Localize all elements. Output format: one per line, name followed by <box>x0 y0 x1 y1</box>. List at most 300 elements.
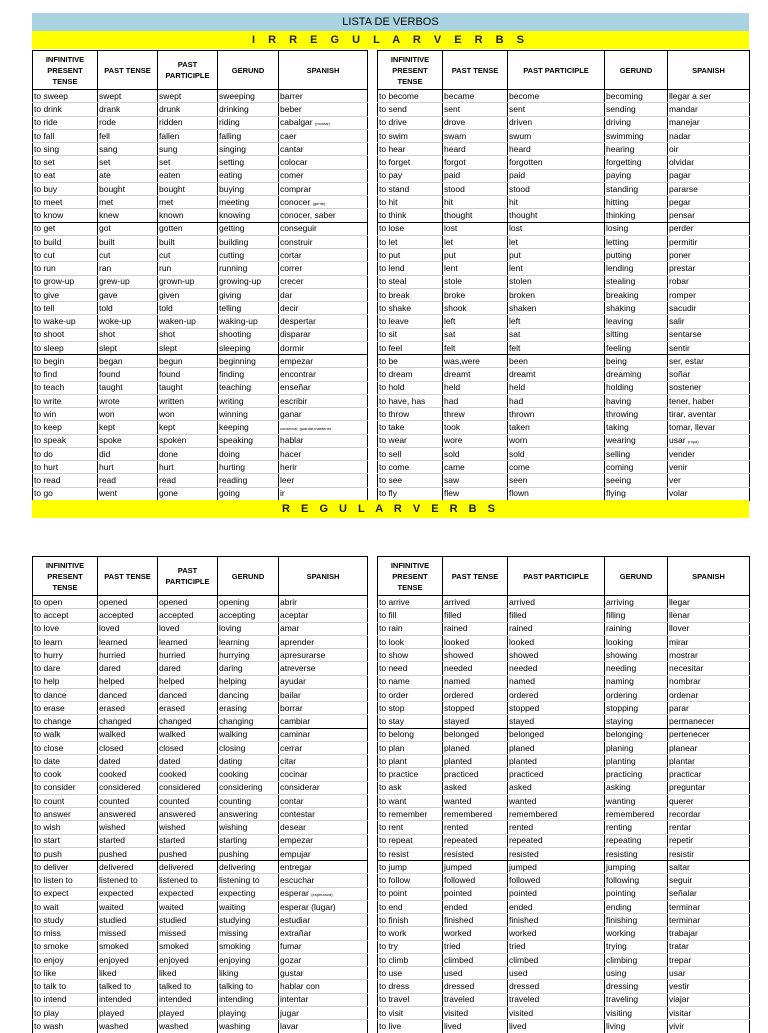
past-participle-cell: eaten <box>158 169 218 182</box>
gerund-cell: trying <box>605 940 668 953</box>
gerund-cell: coming <box>605 461 668 474</box>
spanish-cell <box>279 993 368 1006</box>
spanish-cell <box>668 315 750 328</box>
past-tense-cell: hurried <box>98 649 158 662</box>
verb-row <box>33 914 368 927</box>
spanish-text: bailar <box>280 689 301 700</box>
spanish-cell <box>279 355 368 368</box>
infinitive-cell: to take <box>378 421 443 434</box>
past-participle-cell: delivered <box>158 861 218 874</box>
past-participle-cell: ordered <box>508 688 605 701</box>
infinitive-cell: to rent <box>378 821 443 834</box>
verb-row <box>33 953 368 966</box>
spanish-cell <box>279 622 368 635</box>
infinitive-cell: to teach <box>33 381 98 394</box>
past-participle-cell: stayed <box>508 715 605 728</box>
gerund-cell: arriving <box>605 596 668 609</box>
verb-row <box>33 940 368 953</box>
gerund-cell: enjoying <box>218 953 279 966</box>
header-spanish: SPANISH <box>668 557 750 596</box>
past-participle-cell: jumped <box>508 861 605 874</box>
gerund-cell: talking to <box>218 980 279 993</box>
past-tense-cell: told <box>98 302 158 315</box>
header-spanish: SPANISH <box>279 557 368 596</box>
infinitive-cell: to eat <box>33 169 98 182</box>
verb-row <box>33 808 368 821</box>
spanish-cell <box>668 649 750 662</box>
infinitive-cell: to follow <box>378 874 443 887</box>
infinitive-cell: to smoke <box>33 940 98 953</box>
past-participle-cell: wanted <box>508 794 605 807</box>
spanish-text: tener, haber <box>669 395 715 406</box>
spanish-text: visitar <box>669 1007 692 1018</box>
spanish-cell <box>279 715 368 728</box>
past-participle-cell: sung <box>158 143 218 156</box>
infinitive-cell: to listen to <box>33 874 98 887</box>
past-participle-cell: showed <box>508 649 605 662</box>
spanish-text: mirar <box>669 636 689 647</box>
spanish-cell <box>279 967 368 980</box>
gerund-cell: standing <box>605 182 668 195</box>
spanish-text: ir <box>280 488 285 499</box>
spanish-text: necesitar <box>669 663 704 674</box>
gerund-cell: ordering <box>605 688 668 701</box>
past-tense-cell: answered <box>98 808 158 821</box>
infinitive-cell: to get <box>33 222 98 235</box>
past-tense-cell: went <box>98 487 158 500</box>
spanish-cell <box>279 953 368 966</box>
infinitive-cell: to practice <box>378 768 443 781</box>
past-tense-cell: jumped <box>443 861 508 874</box>
past-tense-cell: sent <box>443 103 508 116</box>
spanish-cell <box>668 103 750 116</box>
spanish-text: conocer <box>280 196 311 207</box>
infinitive-cell: to dance <box>33 688 98 701</box>
gerund-cell: putting <box>605 249 668 262</box>
spanish-text: caminar <box>280 729 311 740</box>
infinitive-cell: to wash <box>33 1020 98 1033</box>
verb-row <box>378 768 750 781</box>
infinitive-cell: to belong <box>378 728 443 741</box>
gerund-cell: closing <box>218 741 279 754</box>
spanish-cell <box>668 609 750 622</box>
past-participle-cell: dressed <box>508 980 605 993</box>
verb-row <box>33 768 368 781</box>
past-participle-cell: washed <box>158 1020 218 1033</box>
spanish-cell <box>668 235 750 248</box>
past-participle-cell: traveled <box>508 993 605 1006</box>
spanish-cell <box>279 940 368 953</box>
past-participle-cell: belonged <box>508 728 605 741</box>
past-participle-cell: loved <box>158 622 218 635</box>
gerund-cell: naming <box>605 675 668 688</box>
verb-row <box>378 394 750 407</box>
gerund-cell: dancing <box>218 688 279 701</box>
gerund-cell: getting <box>218 222 279 235</box>
verb-row <box>378 156 750 169</box>
spanish-text: llegar a ser <box>669 90 712 101</box>
gerund-cell: daring <box>218 662 279 675</box>
past-participle-cell: stolen <box>508 275 605 288</box>
past-participle-cell: grown-up <box>158 275 218 288</box>
spanish-text: despertar <box>280 316 316 327</box>
past-participle-cell: lent <box>508 262 605 275</box>
past-tense-cell: stayed <box>443 715 508 728</box>
verb-row <box>378 781 750 794</box>
verb-row <box>378 688 750 701</box>
spanish-cell <box>668 980 750 993</box>
spanish-text: crecer <box>280 276 304 287</box>
past-tense-cell: pointed <box>443 887 508 900</box>
past-participle-cell: hurried <box>158 649 218 662</box>
infinitive-cell: to miss <box>33 927 98 940</box>
gerund-cell: flying <box>605 487 668 500</box>
spanish-cell <box>668 715 750 728</box>
gerund-cell: sitting <box>605 328 668 341</box>
spanish-text: hablar con <box>280 981 320 992</box>
spanish-cell <box>668 368 750 381</box>
gerund-cell: dating <box>218 755 279 768</box>
spanish-text: esperar <box>280 888 309 899</box>
gerund-cell: ending <box>605 900 668 913</box>
past-tense-cell: won <box>98 408 158 421</box>
past-participle-cell: planted <box>508 755 605 768</box>
infinitive-cell: to intend <box>33 993 98 1006</box>
past-participle-cell: tried <box>508 940 605 953</box>
past-tense-cell: let <box>443 235 508 248</box>
spanish-text: nadar <box>669 130 691 141</box>
gerund-cell: missing <box>218 927 279 940</box>
infinitive-cell: to leave <box>378 315 443 328</box>
infinitive-cell: to find <box>33 368 98 381</box>
infinitive-cell: to stay <box>378 715 443 728</box>
past-participle-cell: taught <box>158 381 218 394</box>
infinitive-cell: to do <box>33 447 98 460</box>
infinitive-cell: to put <box>378 249 443 262</box>
spanish-text: tratar <box>669 941 689 952</box>
spanish-cell <box>279 688 368 701</box>
past-participle-cell: wished <box>158 821 218 834</box>
verb-row <box>33 196 368 209</box>
past-participle-cell: repeated <box>508 834 605 847</box>
spanish-text: soñar <box>669 369 691 380</box>
header-past-participle: PAST PARTICIPLE <box>508 557 605 596</box>
gerund-cell: showing <box>605 649 668 662</box>
infinitive-cell: to know <box>33 209 98 222</box>
spanish-cell <box>279 794 368 807</box>
verb-row <box>33 129 368 142</box>
past-participle-cell: come <box>508 461 605 474</box>
spanish-cell <box>668 662 750 675</box>
past-tense-cell: forgot <box>443 156 508 169</box>
spanish-text: comer <box>280 170 304 181</box>
spanish-text: mostrar <box>669 649 698 660</box>
gerund-cell: hurrying <box>218 649 279 662</box>
infinitive-cell: to wear <box>378 434 443 447</box>
spanish-cell <box>279 461 368 474</box>
infinitive-cell: to repeat <box>378 834 443 847</box>
gerund-cell: waiting <box>218 900 279 913</box>
spanish-cell <box>279 143 368 156</box>
gerund-cell: stopping <box>605 702 668 715</box>
infinitive-cell: to finish <box>378 914 443 927</box>
infinitive-cell: to write <box>33 394 98 407</box>
header-infinitive: INFINITIVE PRESENT TENSE <box>378 51 443 90</box>
gerund-cell: selling <box>605 447 668 460</box>
verb-row <box>33 487 368 500</box>
gerund-cell: waking-up <box>218 315 279 328</box>
past-participle-cell: seen <box>508 474 605 487</box>
infinitive-cell: to speak <box>33 434 98 447</box>
past-tense-cell: worked <box>443 927 508 940</box>
spanish-cell <box>668 834 750 847</box>
past-tense-cell: visited <box>443 1006 508 1019</box>
past-tense-cell: expected <box>98 887 158 900</box>
verb-row <box>33 662 368 675</box>
spanish-cell <box>668 381 750 394</box>
spanish-cell <box>668 861 750 874</box>
spanish-text: saltar <box>669 861 690 872</box>
spanish-cell <box>279 116 368 129</box>
spanish-text: intentar <box>280 994 309 1005</box>
gerund-cell: counting <box>218 794 279 807</box>
gerund-cell: repeating <box>605 834 668 847</box>
past-tense-cell: liked <box>98 967 158 980</box>
spanish-text: encontrar <box>280 369 316 380</box>
verb-row <box>378 182 750 195</box>
verb-row <box>378 609 750 622</box>
gerund-cell: delivering <box>218 861 279 874</box>
past-tense-cell: shot <box>98 328 158 341</box>
past-participle-cell: begun <box>158 355 218 368</box>
spanish-text: llegar <box>669 596 690 607</box>
spanish-text: cabalgar <box>280 117 313 128</box>
past-participle-cell: ridden <box>158 116 218 129</box>
gerund-cell: reading <box>218 474 279 487</box>
verb-row <box>378 381 750 394</box>
past-participle-cell: ended <box>508 900 605 913</box>
past-participle-cell: had <box>508 394 605 407</box>
infinitive-cell: to hold <box>378 381 443 394</box>
gerund-cell: cutting <box>218 249 279 262</box>
past-tense-cell: lost <box>443 222 508 235</box>
past-participle-cell: run <box>158 262 218 275</box>
spanish-text: barrer <box>280 90 303 101</box>
past-participle-cell: forgotten <box>508 156 605 169</box>
gerund-cell: planing <box>605 741 668 754</box>
spanish-text: resistir <box>669 848 695 859</box>
gerund-cell: going <box>218 487 279 500</box>
verb-row <box>378 649 750 662</box>
spanish-text: trabajar <box>669 928 698 939</box>
spanish-text: rentar <box>669 822 692 833</box>
gerund-cell: loving <box>218 622 279 635</box>
spanish-cell <box>668 341 750 354</box>
verb-row <box>33 262 368 275</box>
verb-row <box>33 688 368 701</box>
spanish-text: cantar <box>280 143 304 154</box>
verb-row <box>33 741 368 754</box>
gerund-cell: hurting <box>218 461 279 474</box>
infinitive-cell: to hit <box>378 196 443 209</box>
spanish-text: pegar <box>669 196 691 207</box>
past-tense-cell: started <box>98 834 158 847</box>
spanish-text: llenar <box>669 610 690 621</box>
gerund-cell: using <box>605 967 668 980</box>
infinitive-cell: to wake-up <box>33 315 98 328</box>
past-tense-cell: pushed <box>98 847 158 860</box>
infinitive-cell: to try <box>378 940 443 953</box>
past-tense-cell: cooked <box>98 768 158 781</box>
gerund-cell: looking <box>605 635 668 648</box>
spanish-text: practicar <box>669 769 702 780</box>
verb-row <box>33 328 368 341</box>
spanish-text: lavar <box>280 1021 299 1032</box>
gerund-cell: shaking <box>605 302 668 315</box>
spanish-cell <box>668 116 750 129</box>
spanish-cell <box>279 381 368 394</box>
past-tense-cell: dreamt <box>443 368 508 381</box>
gerund-cell: growing-up <box>218 275 279 288</box>
spanish-cell <box>279 874 368 887</box>
spanish-cell <box>279 980 368 993</box>
spanish-text: oir <box>669 143 679 154</box>
spanish-cell <box>668 874 750 887</box>
past-participle-cell: resisted <box>508 847 605 860</box>
verb-row <box>378 129 750 142</box>
spanish-cell <box>279 328 368 341</box>
page-title: LISTA DE VERBOS <box>32 13 749 31</box>
spanish-cell <box>668 688 750 701</box>
past-participle-cell: cut <box>158 249 218 262</box>
spanish-cell <box>279 596 368 609</box>
spanish-cell <box>279 821 368 834</box>
infinitive-cell: to play <box>33 1006 98 1019</box>
infinitive-cell: to give <box>33 288 98 301</box>
spanish-cell <box>668 355 750 368</box>
spanish-cell <box>668 262 750 275</box>
verb-row <box>378 222 750 235</box>
spanish-cell <box>668 1006 750 1019</box>
verb-row <box>33 861 368 874</box>
past-participle-cell: enjoyed <box>158 953 218 966</box>
infinitive-cell: to keep <box>33 421 98 434</box>
header-gerund: GERUND <box>605 51 668 90</box>
past-tense-cell: rained <box>443 622 508 635</box>
spanish-cell <box>279 288 368 301</box>
past-tense-cell: needed <box>443 662 508 675</box>
past-tense-cell: loved <box>98 622 158 635</box>
spanish-text: beber <box>280 104 302 115</box>
past-tense-cell: cut <box>98 249 158 262</box>
verb-row <box>378 675 750 688</box>
past-tense-cell: dared <box>98 662 158 675</box>
verb-row <box>378 874 750 887</box>
verb-row <box>378 728 750 741</box>
gerund-cell: resisting <box>605 847 668 860</box>
past-tense-cell: kept <box>98 421 158 434</box>
past-tense-cell: felt <box>443 341 508 354</box>
past-tense-cell: planed <box>443 741 508 754</box>
past-tense-cell: hurt <box>98 461 158 474</box>
gerund-cell: speaking <box>218 434 279 447</box>
past-tense-cell: closed <box>98 741 158 754</box>
verb-row <box>378 474 750 487</box>
past-participle-cell: practiced <box>508 768 605 781</box>
past-tense-cell: filled <box>443 609 508 622</box>
header-past-tense: PAST TENSE <box>443 557 508 596</box>
past-participle-cell: sold <box>508 447 605 460</box>
infinitive-cell: to sell <box>378 447 443 460</box>
past-participle-cell: swept <box>158 90 218 103</box>
gerund-cell: renting <box>605 821 668 834</box>
spanish-cell <box>279 196 368 209</box>
gerund-cell: cooking <box>218 768 279 781</box>
spanish-text: permanecer <box>669 716 715 727</box>
gerund-cell: working <box>605 927 668 940</box>
infinitive-cell: to break <box>378 288 443 301</box>
past-participle-cell: pushed <box>158 847 218 860</box>
header-past-tense: PAST TENSE <box>98 51 158 90</box>
irregular-verbs-table-right <box>377 50 750 501</box>
verb-row <box>33 675 368 688</box>
infinitive-cell: to study <box>33 914 98 927</box>
gerund-cell: walking <box>218 728 279 741</box>
gerund-cell: starting <box>218 834 279 847</box>
gerund-cell: leaving <box>605 315 668 328</box>
gerund-cell: beginning <box>218 355 279 368</box>
header-infinitive: INFINITIVE PRESENT TENSE <box>378 557 443 596</box>
verb-row <box>33 209 368 222</box>
infinitive-cell: to grow-up <box>33 275 98 288</box>
past-tense-cell: accepted <box>98 609 158 622</box>
verb-row <box>378 90 750 103</box>
past-tense-cell: sang <box>98 143 158 156</box>
spanish-cell <box>279 662 368 675</box>
infinitive-cell: to stand <box>378 182 443 195</box>
verb-row <box>33 249 368 262</box>
gerund-cell: living <box>605 1020 668 1033</box>
past-tense-cell: spoke <box>98 434 158 447</box>
gerund-cell: changing <box>218 715 279 728</box>
spanish-cell <box>668 967 750 980</box>
spanish-cell <box>279 235 368 248</box>
gerund-cell: helping <box>218 675 279 688</box>
header-gerund: GERUND <box>218 557 279 596</box>
verb-row <box>378 487 750 500</box>
past-participle-cell: bought <box>158 182 218 195</box>
infinitive-cell: to learn <box>33 635 98 648</box>
spanish-cell <box>279 861 368 874</box>
past-tense-cell: woke-up <box>98 315 158 328</box>
verb-row <box>378 169 750 182</box>
spanish-cell <box>668 461 750 474</box>
verb-row <box>378 887 750 900</box>
spanish-cell <box>668 394 750 407</box>
past-participle-cell: intended <box>158 993 218 1006</box>
verb-row <box>378 355 750 368</box>
past-participle-cell: done <box>158 447 218 460</box>
gerund-cell: becoming <box>605 90 668 103</box>
spanish-text: ordenar <box>669 689 699 700</box>
spanish-text: cocinar <box>280 769 308 780</box>
past-participle-cell: closed <box>158 741 218 754</box>
gerund-cell: throwing <box>605 408 668 421</box>
spanish-text: disparar <box>280 329 311 340</box>
past-participle-cell: changed <box>158 715 218 728</box>
infinitive-cell: to buy <box>33 182 98 195</box>
verb-row <box>378 715 750 728</box>
